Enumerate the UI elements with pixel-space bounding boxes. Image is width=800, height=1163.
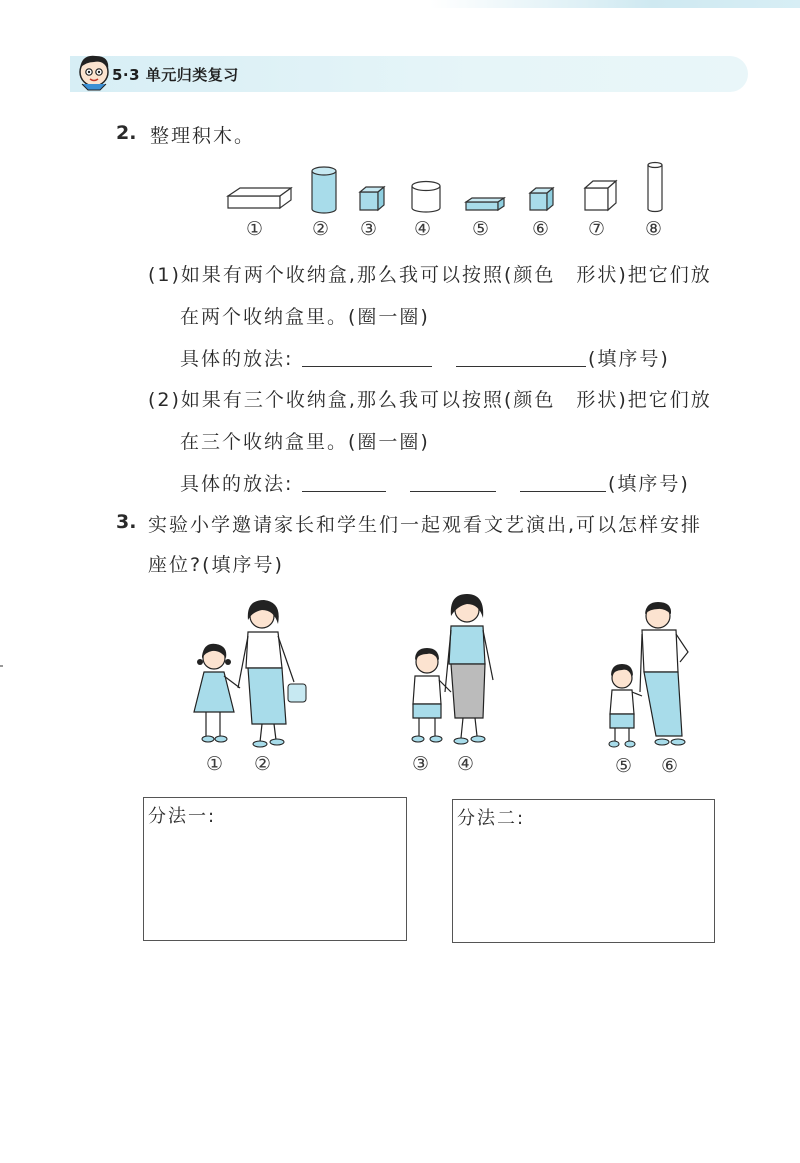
- q2-part2-line1: (2)如果有三个收纳盒,那么我可以按照(颜色 形状)把它们放: [148, 389, 712, 411]
- block-8-tall-white-cylinder: [648, 163, 662, 212]
- q2-part2-answer-blank-2[interactable]: [410, 491, 496, 492]
- answer-box-method-2-label: 分法二:: [457, 808, 526, 829]
- person-label-5: ⑤: [615, 755, 633, 777]
- q3-number: 3.: [116, 511, 137, 533]
- boy-and-father-illustration: [600, 600, 700, 750]
- block-label-7: ⑦: [588, 218, 606, 240]
- block-label-8: ⑧: [645, 218, 663, 240]
- boy-2-figure: [609, 664, 642, 747]
- block-label-3: ③: [360, 218, 378, 240]
- q2-part2-answer-blank-1[interactable]: [302, 491, 386, 492]
- girl-figure: [194, 644, 240, 742]
- block-4-white-cylinder: [412, 182, 440, 213]
- q2-part1-line1: (1)如果有两个收纳盒,那么我可以按照(颜色 形状)把它们放: [148, 264, 712, 286]
- person-label-3: ③: [412, 753, 430, 775]
- q3-line2: 座位?(填序号): [148, 554, 284, 576]
- block-5-blue-flat-cuboid: [466, 198, 504, 210]
- q2-part1-answer-blank-2[interactable]: [456, 366, 586, 367]
- person-label-2: ②: [254, 753, 272, 775]
- block-1-flat-cuboid: [228, 188, 291, 208]
- q2-part1-answer-blank-1[interactable]: [302, 366, 432, 367]
- q2-part1-hint: (填序号): [588, 348, 670, 370]
- top-edge-tint: [430, 0, 800, 8]
- person-label-1: ①: [206, 753, 224, 775]
- father-figure: [640, 602, 688, 745]
- block-label-5: ⑤: [472, 218, 490, 240]
- block-label-6: ⑥: [532, 218, 550, 240]
- block-label-4: ④: [414, 218, 432, 240]
- block-3-blue-cube: [360, 187, 384, 210]
- girl-and-mother-illustration: [190, 596, 315, 750]
- answer-box-method-1[interactable]: [143, 797, 407, 941]
- block-6-blue-cube: [530, 188, 553, 210]
- boy-and-mother-illustration: [405, 592, 505, 750]
- blocks-illustration: [225, 160, 675, 215]
- boy-figure: [412, 648, 451, 742]
- q2-part2-hint: (填序号): [608, 473, 690, 495]
- mother-figure: [238, 600, 306, 747]
- answer-box-method-1-label: 分法一:: [148, 806, 217, 827]
- person-label-4: ④: [457, 753, 475, 775]
- q2-number: 2.: [116, 122, 137, 144]
- block-label-1: ①: [246, 218, 264, 240]
- margin-mark: [0, 665, 3, 667]
- block-label-2: ②: [312, 218, 330, 240]
- section-title: 5·3 单元归类复习: [112, 66, 239, 84]
- q3-line1: 实验小学邀请家长和学生们一起观看文艺演出,可以怎样安排: [148, 514, 703, 536]
- q2-title: 整理积木。: [150, 125, 256, 147]
- q2-part2-method-label: 具体的放法:: [180, 473, 294, 495]
- answer-box-method-2[interactable]: [452, 799, 715, 943]
- mother-2-figure: [445, 594, 493, 744]
- q2-part2-answer-blank-3[interactable]: [520, 491, 606, 492]
- q2-part2-line2: 在三个收纳盒里。(圈一圈): [180, 431, 430, 453]
- q2-part1-line2: 在两个收纳盒里。(圈一圈): [180, 306, 430, 328]
- block-7-white-cube: [585, 181, 616, 210]
- q2-part1-method-label: 具体的放法:: [180, 348, 294, 370]
- person-label-6: ⑥: [661, 755, 679, 777]
- mascot-icon: [74, 50, 114, 92]
- block-2-blue-cylinder: [312, 167, 336, 213]
